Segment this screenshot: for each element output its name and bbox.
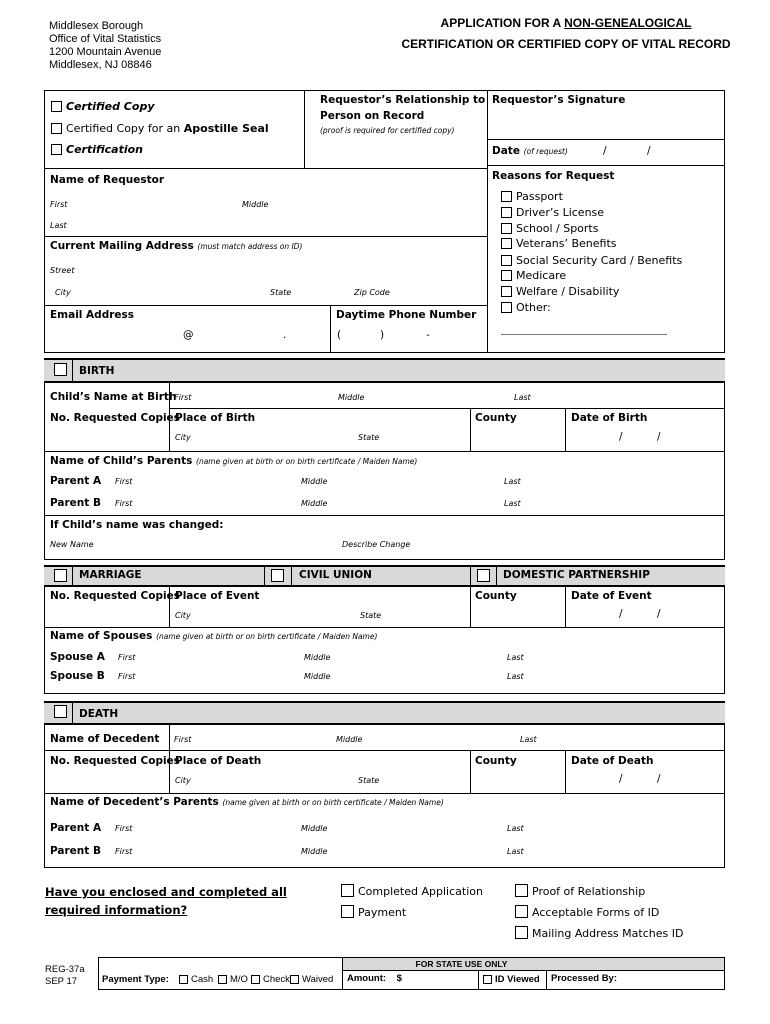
form-title-line2: CERTIFICATION OR CERTIFIED COPY OF VITAL RECORD (401, 37, 731, 51)
requestor-last-label: Last (50, 221, 67, 230)
birth-copies-label: No. Requested Copies (50, 412, 180, 424)
checklist-checkbox[interactable] (341, 884, 354, 897)
birth-header (44, 358, 725, 383)
dod-slash-1: / (619, 773, 623, 785)
decedent-parent-b-label: Parent B (50, 845, 101, 857)
check-completed-application[interactable]: Completed Application (341, 884, 483, 898)
relationship-note: (proof is required for certified copy) (320, 126, 455, 135)
checklist-checkbox[interactable] (515, 905, 528, 918)
office-department: Office of Vital Statistics (49, 33, 162, 45)
office-street: 1200 Mountain Avenue (49, 46, 162, 58)
check-payment[interactable]: Payment (341, 905, 406, 919)
reason-checkbox[interactable] (501, 302, 512, 313)
requestor-first-label: First (50, 200, 68, 209)
payment-checkbox[interactable] (290, 975, 299, 984)
civil-union-checkbox[interactable] (271, 569, 284, 582)
event-city-label: City (175, 611, 191, 620)
checklist-question-2: required information? (45, 903, 188, 917)
birth-state-label: State (358, 433, 380, 442)
date-of-event-label: Date of Event (571, 590, 652, 602)
dob-slash-1: / (619, 431, 623, 443)
office-name: Middlesex Borough (49, 20, 144, 32)
payment-check[interactable]: Check (251, 974, 290, 985)
parent-b-label: Parent B (50, 497, 101, 509)
domestic-partnership-checkbox[interactable] (477, 569, 490, 582)
check-proof-of-relationship[interactable]: Proof of Relationship (515, 884, 645, 898)
reason-checkbox[interactable] (501, 286, 512, 297)
decedent-parent-b-first: First (115, 847, 133, 856)
child-middle-label: Middle (338, 393, 365, 402)
birth-header-label: BIRTH (79, 365, 115, 377)
office-city: Middlesex, NJ 08846 (49, 59, 152, 71)
reason-checkbox[interactable] (501, 238, 512, 249)
marriage-county-label: County (475, 590, 517, 602)
reason-school-sports[interactable]: School / Sports (501, 222, 598, 235)
payment-type-label: Payment Type: (102, 974, 169, 985)
date-of-death-label: Date of Death (571, 755, 654, 767)
form-number: REG-37a SEP 17 (45, 964, 85, 987)
dod-slash-2: / (657, 773, 661, 785)
form-title-line1: APPLICATION FOR A NON-GENEALOGICAL (440, 16, 692, 30)
decedent-parent-a-first: First (115, 824, 133, 833)
form-title (396, 13, 736, 55)
phone-open: ( (337, 329, 342, 341)
parent-b-last: Last (504, 499, 521, 508)
decedent-parent-a-last: Last (507, 824, 524, 833)
phone-dash: - (426, 329, 430, 341)
city-label: City (55, 288, 71, 297)
place-of-death-label: Place of Death (175, 755, 262, 767)
reason-other-line[interactable] (501, 334, 667, 335)
requestor-middle-label: Middle (242, 200, 269, 209)
date-slash-2: / (647, 145, 651, 157)
new-name-label: New Name (50, 540, 94, 549)
parent-a-label: Parent A (50, 475, 102, 487)
phone-close: ) (380, 329, 385, 341)
reason-medicare[interactable]: Medicare (501, 269, 566, 282)
spouses-label: Name of Spouses (name given at birth or on birth certificate / Maiden Name) (50, 630, 378, 642)
decedent-last-label: Last (520, 735, 537, 744)
relationship-label: Requestor’s Relationship to (320, 94, 486, 106)
apostille-checkbox[interactable] (51, 123, 62, 134)
spouse-b-last: Last (507, 672, 524, 681)
reason-passport[interactable]: Passport (501, 190, 563, 203)
child-name-label: Child’s Name at Birth (50, 391, 177, 403)
death-city-label: City (175, 776, 191, 785)
child-first-label: First (174, 393, 192, 402)
email-at: @ (183, 329, 194, 341)
death-state-label: State (358, 776, 380, 785)
reason-other[interactable]: Other: (501, 301, 551, 314)
place-of-event-label: Place of Event (175, 590, 260, 602)
payment-mo[interactable]: M/O (218, 974, 248, 985)
id-viewed[interactable]: ID Viewed (483, 974, 540, 985)
decedent-first-label: First (174, 735, 192, 744)
death-copies-label: No. Requested Copies (50, 755, 180, 767)
spouse-a-middle: Middle (304, 653, 331, 662)
reason-checkbox[interactable] (501, 270, 512, 281)
reasons-label: Reasons for Request (492, 170, 615, 182)
apostille-option[interactable]: Certified Copy for an Apostille Seal (51, 122, 269, 135)
date-slash-1: / (603, 145, 607, 157)
requestor-name-label: Name of Requestor (50, 174, 165, 186)
reason-checkbox[interactable] (501, 223, 512, 234)
death-header-label: DEATH (79, 708, 119, 720)
name-changed-label: If Child’s name was changed: (50, 519, 224, 531)
parent-a-last: Last (504, 477, 521, 486)
describe-change-label: Describe Change (342, 540, 411, 549)
decedent-parent-a-middle: Middle (301, 824, 328, 833)
place-of-birth-label: Place of Birth (175, 412, 256, 424)
spouse-a-first: First (118, 653, 136, 662)
date-label: Date (of request) (492, 145, 568, 157)
parent-a-first: First (115, 477, 133, 486)
payment-checkbox[interactable] (218, 975, 227, 984)
spouse-b-first: First (118, 672, 136, 681)
reason-drivers-license[interactable]: Driver’s License (501, 206, 604, 219)
checklist-checkbox[interactable] (515, 926, 528, 939)
reason-checkbox[interactable] (501, 207, 512, 218)
email-label: Email Address (50, 309, 135, 321)
signature-field[interactable] (489, 110, 723, 138)
amount-label: Amount: $ (347, 973, 402, 984)
reason-veterans-benefits[interactable]: Veterans’ Benefits (501, 237, 617, 250)
phone-label: Daytime Phone Number (336, 309, 477, 321)
street-label: Street (50, 266, 75, 275)
checklist-question: Have you enclosed and completed all (45, 885, 287, 899)
checklist-checkbox[interactable] (515, 884, 528, 897)
death-checkbox[interactable] (54, 705, 67, 718)
parent-b-middle: Middle (301, 499, 328, 508)
birth-county-label: County (475, 412, 517, 424)
decedent-parent-b-middle: Middle (301, 847, 328, 856)
certification-checkbox[interactable] (51, 144, 62, 155)
certified-copy-option[interactable]: Certified Copy (51, 100, 154, 113)
birth-checkbox[interactable] (54, 363, 67, 376)
certification-option[interactable]: Certification (51, 143, 143, 156)
parent-a-middle: Middle (301, 477, 328, 486)
birth-city-label: City (175, 433, 191, 442)
payment-checkbox[interactable] (251, 975, 260, 984)
event-slash-2: / (657, 608, 661, 620)
state-use-label: FOR STATE USE ONLY (415, 959, 508, 969)
signature-label: Requestor’s Signature (492, 94, 626, 106)
reason-checkbox[interactable] (501, 191, 512, 202)
date-of-birth-label: Date of Birth (571, 412, 648, 424)
email-dot: . (283, 329, 287, 341)
reason-checkbox[interactable] (501, 255, 512, 266)
state-label: State (270, 288, 292, 297)
domestic-partnership-header-label: DOMESTIC PARTNERSHIP (503, 569, 650, 581)
relationship-field[interactable] (306, 138, 485, 166)
reason-social-security[interactable]: Social Security Card / Benefits (501, 254, 682, 267)
decedent-middle-label: Middle (336, 735, 363, 744)
office-address (49, 20, 161, 72)
marriage-copies-label: No. Requested Copies (50, 590, 180, 602)
check-mailing-address-matches[interactable]: Mailing Address Matches ID (515, 926, 683, 940)
decedent-parent-b-last: Last (507, 847, 524, 856)
spouse-b-middle: Middle (304, 672, 331, 681)
spouse-a-label: Spouse A (50, 651, 105, 663)
death-header (44, 701, 725, 725)
event-state-label: State (360, 611, 382, 620)
processed-by-label: Processed By: (551, 973, 618, 984)
payment-checkbox[interactable] (179, 975, 188, 984)
id-viewed-checkbox[interactable] (483, 975, 492, 984)
reason-welfare-disability[interactable]: Welfare / Disability (501, 285, 619, 298)
decedent-parent-a-label: Parent A (50, 822, 102, 834)
zip-label: Zip Code (354, 288, 390, 297)
mailing-address-label: Current Mailing Address (must match address on ID) (50, 240, 303, 252)
check-acceptable-id[interactable]: Acceptable Forms of ID (515, 905, 659, 919)
marriage-header-label: MARRIAGE (79, 569, 142, 581)
event-slash-1: / (619, 608, 623, 620)
payment-cash[interactable]: Cash (179, 974, 213, 985)
civil-union-header-label: CIVIL UNION (299, 569, 372, 581)
relationship-label-2: Person on Record (320, 110, 425, 122)
parent-b-first: First (115, 499, 133, 508)
checklist-checkbox[interactable] (341, 905, 354, 918)
death-county-label: County (475, 755, 517, 767)
marriage-checkbox[interactable] (54, 569, 67, 582)
dob-slash-2: / (657, 431, 661, 443)
certified-copy-checkbox[interactable] (51, 101, 62, 112)
child-parents-label: Name of Child’s Parents (name given at birth or on birth certificate / Maiden Name) (50, 455, 418, 467)
child-last-label: Last (514, 393, 531, 402)
spouse-a-last: Last (507, 653, 524, 662)
decedent-name-label: Name of Decedent (50, 733, 160, 745)
decedent-parents-label: Name of Decedent’s Parents (name given at birth or on birth certificate / Maiden Name) (50, 796, 444, 808)
payment-waived[interactable]: Waived (290, 974, 333, 985)
spouse-b-label: Spouse B (50, 670, 105, 682)
